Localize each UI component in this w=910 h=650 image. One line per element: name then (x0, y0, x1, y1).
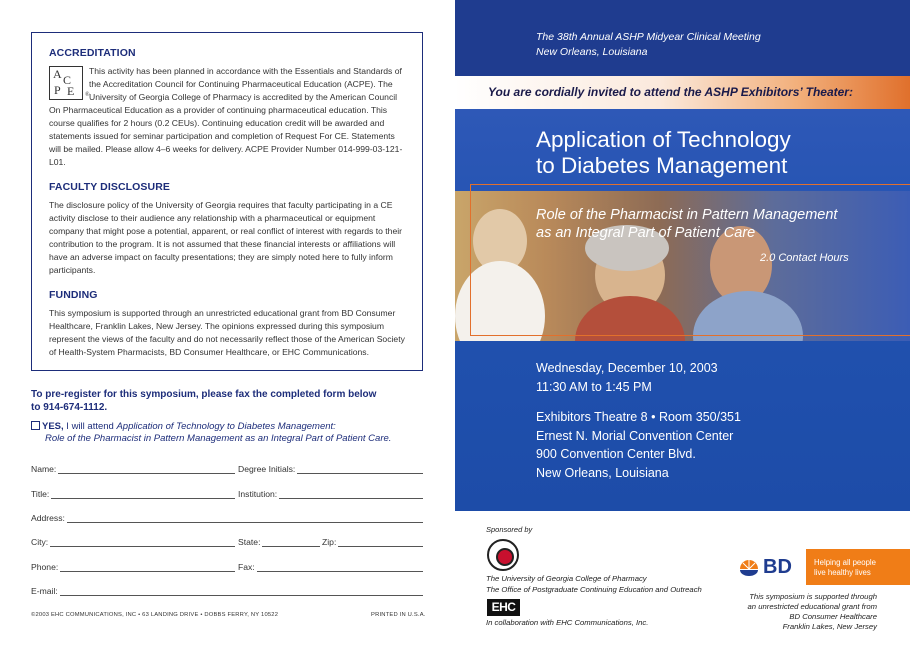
faculty-text: The disclosure policy of the University of Georgia requires that faculty participating in a CE activity disclose to their audience any relationship with a pharmaceutical or equipment company that might pose a potential, apparent, or real conflict of interest with regards to their contribution to the program. It is not assumed that these financial interests or affiliations will have an adverse impact on faculty presentations; they are simply noted here to fully inform participants. (49, 200, 403, 275)
funding-heading: FUNDING (49, 289, 98, 301)
event-venue-center: Ernest N. Morial Convention Center (536, 428, 734, 443)
institution-field[interactable]: Institution: (238, 489, 423, 499)
ehc-logo: EHC (487, 599, 520, 616)
right-panel (455, 0, 910, 650)
bd-sun-icon (739, 558, 759, 576)
preregister-heading: To pre-register for this symposium, please fax the completed form below to 914-674-1112. (31, 389, 377, 413)
address-field[interactable]: Address: (31, 513, 423, 523)
event-details (536, 359, 741, 482)
fax-field[interactable]: Fax: (238, 562, 423, 572)
bd-support-text: This symposium is supported through an unrestricted educational grant from BD Consumer Healthcare Franklin Lakes, New Jersey (747, 592, 877, 631)
form-row-email (31, 586, 423, 600)
degree-field[interactable]: Degree Initials: (238, 464, 423, 474)
program-title: Application of Technology to Diabetes Management (536, 127, 791, 178)
footer-address: ©2003 EHC COMMUNICATIONS, INC • 63 LANDING DRIVE • DOBBS FERRY, NY 10522 (31, 612, 279, 618)
form-row-address (31, 513, 423, 527)
city-field[interactable]: City: (31, 537, 235, 547)
accreditation-body: This activity has been planned in accordance with the Essentials and Standards of the Accreditation Council for Continuing Pharmaceutical Education (ACPE). The University of Georgia College of Pharmacy is accredited by the American Council On Pharmaceutical Education as a provider of continuing pharmaceutical education. This course qualifies for 2 hours (0.2 CEUs). Continuing education credit will be awarded and statements issued for seminar participation and completion of Request For CE. Statements will be mailed. Please allow 4–6 weeks for delivery. ACPE Provider Number 014-999-03-121-L01. (49, 66, 403, 167)
event-venue-street: 900 Convention Center Blvd. (536, 447, 696, 461)
event-time: 11:30 AM to 1:45 PM (536, 379, 652, 394)
sponsor-area (455, 511, 910, 650)
name-field[interactable]: Name: (31, 464, 235, 474)
program-panel (455, 109, 910, 511)
footer-printed: PRINTED IN U.S.A. (371, 612, 426, 618)
ehc-text: In collaboration with EHC Communications, Inc. (486, 618, 649, 627)
title-field[interactable]: Title: (31, 489, 235, 499)
event-venue-city: New Orleans, Louisiana (536, 465, 669, 480)
event-date: Wednesday, December 10, 2003 (536, 361, 718, 375)
bd-tagline: Helping all people live healthy lives (806, 549, 910, 585)
yes-attend-option[interactable]: YES, I will attend Application of Technology to Diabetes Management: Role of the Pharmacist in Pattern Management as an Integral Part of Patient Care. (31, 421, 431, 445)
zip-field[interactable]: Zip: (322, 537, 423, 547)
meeting-info: The 38th Annual ASHP Midyear Clinical Meeting New Orleans, Louisiana (536, 31, 761, 58)
uga-logo (487, 539, 519, 571)
form-row-name (31, 464, 423, 478)
form-row-city (31, 537, 423, 551)
phone-field[interactable]: Phone: (31, 562, 235, 572)
meeting-band (455, 0, 910, 76)
accreditation-heading: ACCREDITATION (49, 47, 136, 59)
funding-text: This symposium is supported through an unrestricted educational grant from BD Consumer Healthcare, Franklin Lakes, New Jersey. The opinions expressed during this symposium represent the views of the faculty and do not necessarily reflect those of the American Society of Health-System Pharmacists, BD Consumer Healthcare, or EHC Communications. (49, 308, 405, 357)
yes-checkbox[interactable] (31, 421, 40, 430)
state-field[interactable]: State: (238, 537, 320, 547)
email-field[interactable]: E-mail: (31, 586, 423, 596)
invitation-bar (455, 76, 910, 109)
acpe-logo: A C P E ® (49, 66, 83, 100)
contact-hours: 2.0 Contact Hours (760, 252, 849, 264)
sponsored-by-label: Sponsored by (486, 525, 533, 534)
form-row-phone (31, 562, 423, 576)
accreditation-text (49, 65, 408, 169)
event-venue-room: Exhibitors Theatre 8 • Room 350/351 (536, 410, 741, 424)
uga-text: The University of Georgia College of Pharmacy The Office of Postgraduate Continuing Education and Outreach (486, 574, 702, 594)
bd-logo: BD (739, 556, 801, 578)
form-row-title (31, 489, 423, 503)
program-subtitle: Role of the Pharmacist in Pattern Management as an Integral Part of Patient Care (536, 207, 838, 241)
invitation-text: You are cordially invited to attend the ASHP Exhibitors’ Theater: (488, 85, 853, 99)
faculty-heading: FACULTY DISCLOSURE (49, 181, 171, 193)
info-box (31, 32, 423, 371)
